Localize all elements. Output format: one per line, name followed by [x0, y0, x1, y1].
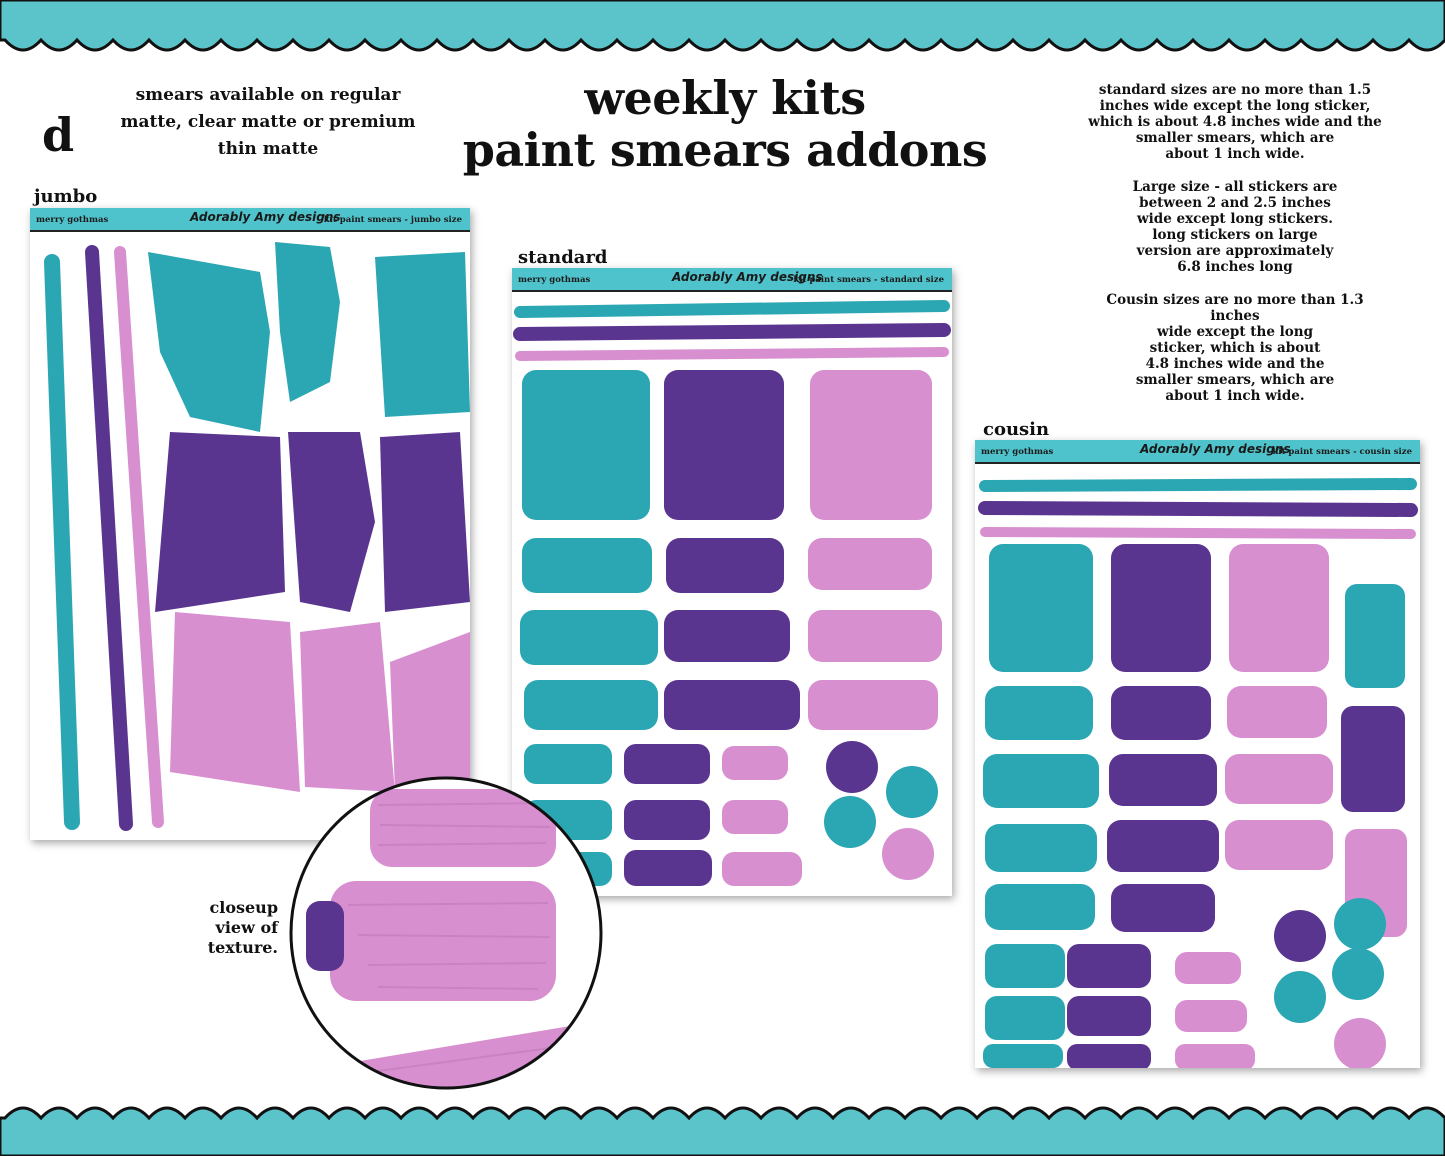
jumbo-brand: Adorably Amy designs	[190, 210, 341, 224]
size-notes	[1080, 82, 1390, 421]
large-size-note: Large size - all stickers are between 2 and 2.5 inches wide except long stickers. long stickers on large version are approximately 6.8 inches long	[1132, 179, 1338, 275]
cousin-label: cousin	[983, 419, 1050, 440]
standard-size-note: standard sizes are no more than 1.5 inches wide except the long sticker, which is about 4.8 inches wide and the smaller smears, which are about 1 inch wide.	[1088, 82, 1382, 162]
jumbo-sheet	[30, 208, 470, 840]
cousin-smears	[975, 464, 1420, 1068]
top-scallop-border	[0, 0, 1445, 60]
title-line-1: weekly kits	[584, 71, 866, 125]
cousin-size-note: Cousin sizes are no more than 1.3 inches wide except the long sticker, which is about 4.8 inches wide and the smaller smears, which are about 1 inch wide.	[1106, 292, 1364, 404]
jumbo-subtitle: kit paint smears - jumbo size	[323, 215, 462, 225]
jumbo-kit-name: merry gothmas	[36, 215, 109, 225]
title-line-2: paint smears addons	[462, 123, 988, 177]
cousin-subtitle: kit paint smears - cousin size	[1272, 447, 1412, 457]
cousin-brand: Adorably Amy designs	[1140, 442, 1291, 456]
jumbo-smears	[30, 232, 470, 838]
cousin-kit-name: merry gothmas	[981, 447, 1054, 457]
closeup-caption: closeup view of texture.	[207, 898, 278, 957]
closeup-lens	[288, 775, 604, 1091]
main-title	[460, 72, 990, 176]
standard-subtitle: kit paint smears - standard size	[793, 275, 944, 285]
jumbo-label: jumbo	[34, 186, 98, 207]
standard-label: standard	[518, 247, 608, 268]
bottom-scallop-border	[0, 1096, 1445, 1156]
cousin-sheet	[975, 440, 1420, 1068]
jumbo-sheet-header	[30, 208, 470, 232]
edition-letter: d	[42, 108, 75, 162]
standard-sheet-header	[512, 268, 952, 292]
standard-brand: Adorably Amy designs	[672, 270, 823, 284]
standard-kit-name: merry gothmas	[518, 275, 591, 285]
texture-closeup	[288, 775, 604, 1091]
cousin-sheet-header	[975, 440, 1420, 464]
availability-note: smears available on regular matte, clear matte or premium thin matte	[120, 85, 416, 159]
